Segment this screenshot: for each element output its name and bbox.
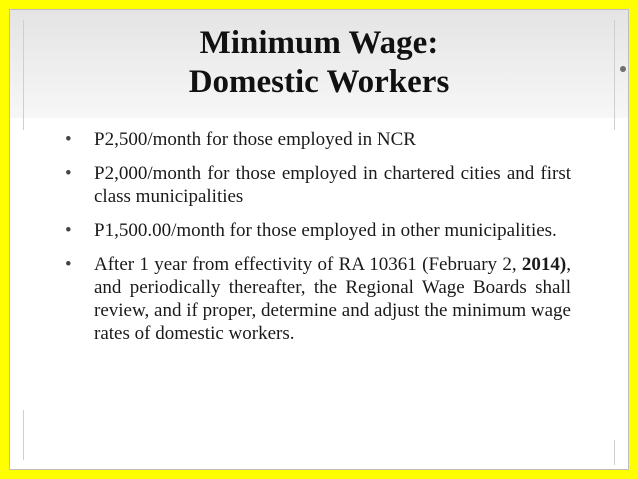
bullet-text-start: After 1 year from effectivity of RA 10361 (February 2,: [94, 254, 522, 275]
bullet-item-chartered-cities: [65, 162, 571, 208]
title-line-1: Minimum Wage:: [199, 25, 439, 61]
slide: [9, 9, 629, 470]
decorative-line-bottom-left: [23, 410, 24, 460]
bullet-item-wage-review: [65, 253, 571, 345]
title-line-2: Domestic Workers: [188, 64, 450, 100]
bullet-text-end: , and periodically thereafter, the Regional Wage Boards shall review, and if proper, determine and adjust the minimum wage rates of domestic workers.: [94, 254, 571, 344]
bullet-text: P2,500/month for those employed in NCR: [94, 129, 416, 150]
slide-title: [10, 24, 628, 102]
bullet-item-other-municipalities: [65, 219, 571, 242]
bullet-text-bold-year: 2014): [521, 254, 567, 275]
decorative-line-bottom-right: [614, 440, 615, 465]
bullet-item-ncr: [65, 128, 571, 151]
bullet-list: [65, 128, 571, 356]
bullet-text: P2,000/month for those employed in chartered cities and first class municipalities: [94, 163, 571, 207]
bullet-text: P1,500.00/month for those employed in other municipalities.: [94, 220, 557, 241]
